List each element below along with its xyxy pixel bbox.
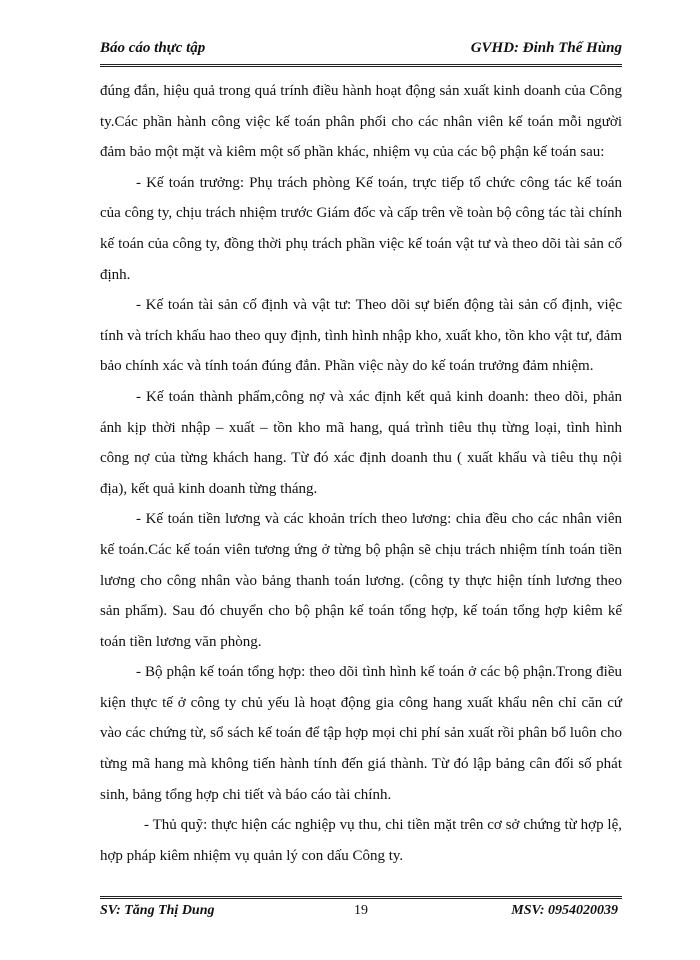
paragraph-finished-goods-accountant: - Kế toán thành phẩm,công nợ và xác định kết quả kinh doanh: theo dõi, phản ánh kịp thời nhập – xuất – tồn kho mã hang, quá trình tiêu thụ từng loại, tình hình công nợ của từng khách hang. Từ đó xác định doanh thu ( xuất khẩu và tiêu thụ nội địa), kết quả kinh doanh từng tháng. <box>100 388 622 497</box>
page-number: 19 <box>354 903 368 918</box>
page-body <box>100 76 622 871</box>
header-supervisor: GVHD: Đinh Thế Hùng <box>470 40 622 56</box>
page-header <box>100 38 622 67</box>
paragraph-general-accounting: - Bộ phận kế toán tổng hợp: theo dõi tình hình kế toán ở các bộ phận.Trong điều kiện thực tế ở công ty chủ yếu là hoạt động gia công hang xuất khẩu nên chỉ căn cứ vào các chứng từ, sổ sách kế toán để tập hợp mọi chi phí sản xuất rồi phân bổ luôn cho từng mã hang mà không tiến hành tính đến giá thành. Từ đó lập bảng cân đối số phát sinh, bảng tổng hợp chi tiết và báo cáo tài chính. <box>100 664 622 803</box>
footer-student-id: MSV: 0954020039 <box>511 903 618 918</box>
paragraph-payroll-accountant: - Kế toán tiền lương và các khoản trích theo lương: chia đều cho các nhân viên kế toán.Các kế toán viên tương ứng ở từng bộ phận sẽ chịu trách nhiệm tính toán tiền lương cho công nhân vào bảng thanh toán lương. (công ty thực hiện tính lương theo sản phẩm). Sau đó chuyển cho bộ phận kế toán tổng hợp, kế toán tổng hợp kiêm kế toán tiền lương văn phòng. <box>100 511 622 650</box>
paragraph-intro: đúng đắn, hiệu quả trong quá trính điều hành hoạt động sản xuất kinh doanh của Công ty.Các phần hành công việc kế toán phân phối cho các nhân viên kế toán mỗi người đảm bảo một mặt và kiêm một số phần khác, nhiệm vụ của các bộ phận kế toán sau: <box>100 83 622 161</box>
paragraph-chief-accountant: - Kế toán trưởng: Phụ trách phòng Kế toán, trực tiếp tổ chức công tác kế toán của công ty, chịu trách nhiệm trước Giám đốc và cấp trên về toàn bộ công tác tài chính kế toán của công ty, đồng thời phụ trách phần việc kế toán vật tư và theo dõi tài sản cố định. <box>100 174 622 283</box>
footer-student-name: SV: Tăng Thị Dung <box>100 903 215 918</box>
page-footer <box>100 896 622 923</box>
header-report-title: Báo cáo thực tập <box>100 40 206 56</box>
paragraph-treasurer: - Thủ quỹ: thực hiện các nghiệp vụ thu, chi tiền mặt trên cơ sở chứng từ hợp lệ, hợp pháp kiêm nhiệm vụ quản lý con dấu Công ty. <box>100 817 622 864</box>
paragraph-fixed-assets-accountant: - Kế toán tài sản cố định và vật tư: Theo dõi sự biến động tài sản cố định, việc tính và trích khấu hao theo quy định, tình hình nhập kho, xuất kho, tồn kho vật tư, đảm bảo chính xác và tính toán đúng đắn. Phần việc này do kế toán trưởng đảm nhiệm. <box>100 297 622 375</box>
